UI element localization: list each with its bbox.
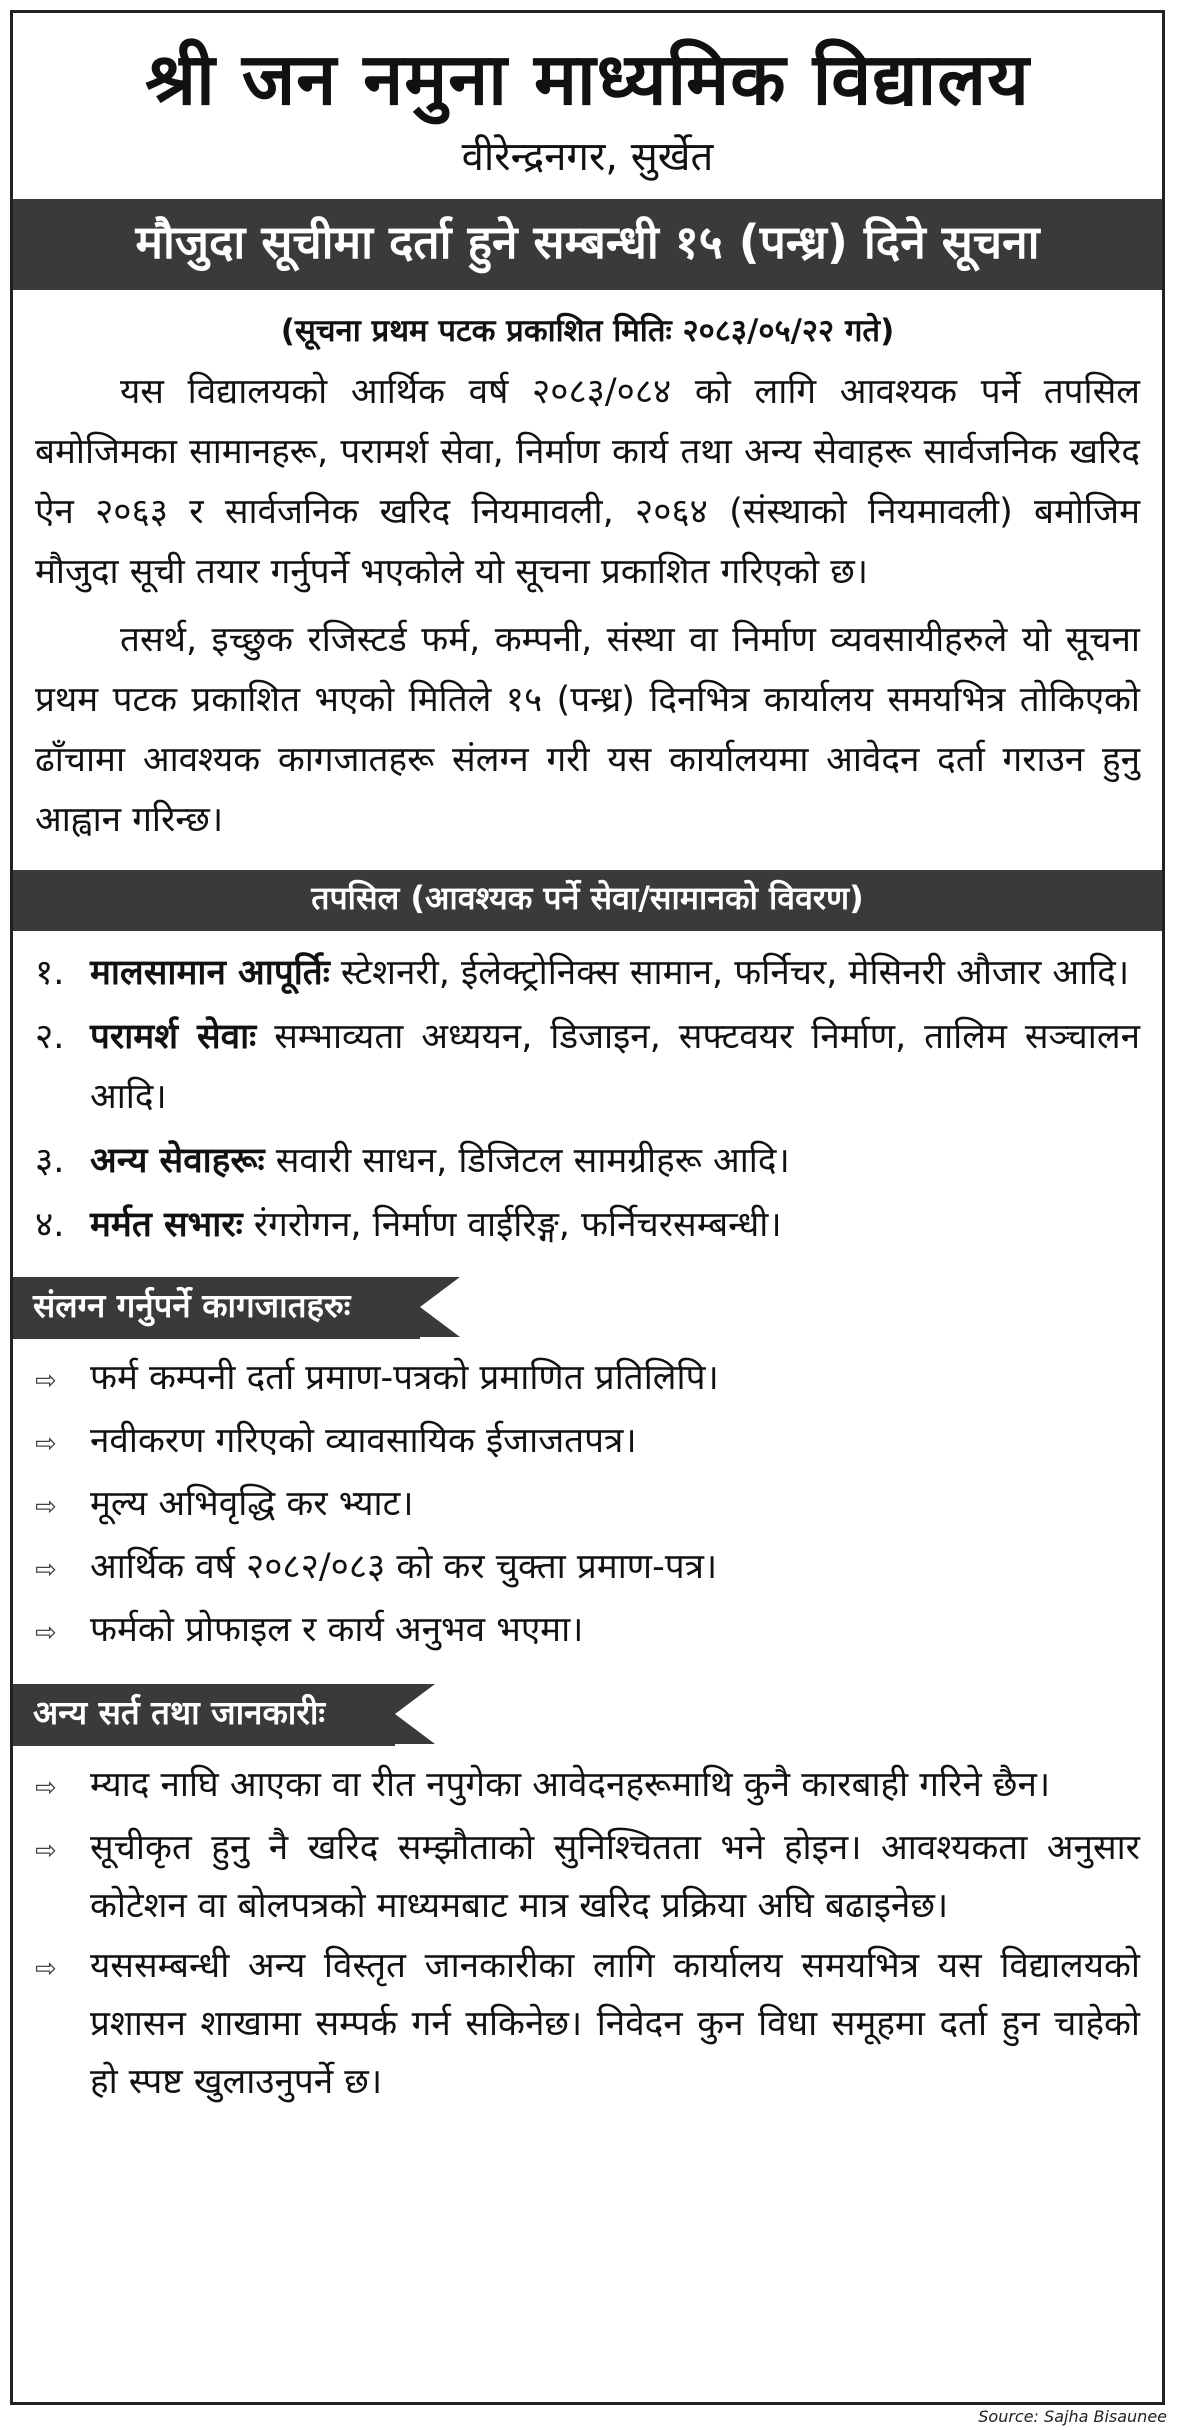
publish-date: (सूचना प्रथम पटक प्रकाशित मितिः २०८३/०५/२२ गते) <box>280 313 895 350</box>
document-item <box>35 1475 1140 1536</box>
document-text: फर्म कम्पनी दर्ता प्रमाण-पत्रको प्रमाणित प्रतिलिपि। <box>90 1357 719 1398</box>
condition-text: म्याद नाघि आएका वा रीत नपुगेका आवेदनहरूमाथि कुनै कारबाही गरिने छैन। <box>90 1764 1051 1805</box>
document-text: फर्मको प्रोफाइल र कार्य अनुभव भएमा। <box>90 1609 584 1650</box>
condition-item <box>35 1937 1140 2111</box>
item-text <box>90 1007 1140 1127</box>
item-label: मर्मत सभारः <box>90 1204 243 1245</box>
item-text <box>90 943 1140 1003</box>
condition-item <box>35 1756 1140 1817</box>
item-number: २. <box>35 1016 65 1057</box>
other-list <box>35 1756 1140 2111</box>
item-text <box>90 1131 1140 1191</box>
arrow-right-icon: ⇨ <box>35 1772 57 1803</box>
arrow-right-icon: ⇨ <box>35 1953 57 1984</box>
school-location: वीरेन्द्रनगर, सुर्खेत <box>461 133 714 180</box>
item-label: अन्य सेवाहरूः <box>90 1140 265 1181</box>
item-number: १. <box>35 952 65 993</box>
document-text: मूल्य अभिवृद्धि कर भ्याट। <box>90 1483 414 1524</box>
tapasil-heading: तपसिल (आवश्यक पर्ने सेवा/सामानको विवरण) <box>13 870 1162 931</box>
other-heading: अन्य सर्त तथा जानकारीः <box>13 1684 395 1746</box>
paragraph-intro: यस विद्यालयको आर्थिक वर्ष २०८३/०८४ को लागि आवश्यक पर्ने तपसिल बमोजिमका सामानहरू, परामर्श सेवा, निर्माण कार्य तथा अन्य सेवाहरू सार्वजनिक खरिद ऐन २०६३ र सार्वजनिक खरिद नियमावली, २०६४ (संस्थाको नियमावली) बमोजिम मौजुदा सूची तयार गर्नुपर्ने भएकोले यो सूचना प्रकाशित गरिएको छ। <box>35 371 1140 592</box>
document-item <box>35 1538 1140 1599</box>
paragraph-invitation: तसर्थ, इच्छुक रजिस्टर्ड फर्म, कम्पनी, संस्था वा निर्माण व्यवसायीहरुले यो सूचना प्रथम पटक प्रकाशित भएको मितिले १५ (पन्ध्र) दिनभित्र कार्यालय समयभित्र तोकिएको ढाँचामा आवश्यक कागजातहरू संलग्न गरी यस कार्यालयमा आवेदन दर्ता गराउन हुनु आह्वान गरिन्छ। <box>35 619 1140 840</box>
documents-heading: संलग्न गर्नुपर्ने कागजातहरुः <box>13 1277 420 1339</box>
tapasil-list <box>35 943 1140 1255</box>
item-detail: सवारी साधन, डिजिटल सामग्रीहरू आदि। <box>264 1140 790 1181</box>
tapasil-item <box>35 943 1140 1003</box>
item-detail: रंगरोगन, निर्माण वाईरिङ्ग, फर्निचरसम्बन्धी। <box>242 1204 782 1245</box>
item-label: परामर्श सेवाः <box>90 1016 257 1057</box>
arrow-right-icon: ⇨ <box>35 1491 57 1522</box>
documents-list <box>35 1349 1140 1662</box>
arrow-right-icon: ⇨ <box>35 1365 57 1396</box>
condition-text: सूचीकृत हुनु नै खरिद सम्झौताको सुनिश्चितता भने होइन। आवश्यकता अनुसार कोटेशन वा बोलपत्रको माध्यमबाट मात्र खरिद प्रक्रिया अघि बढाइनेछ। <box>90 1827 1140 1926</box>
notice-document <box>10 10 1165 2405</box>
item-number: ४. <box>35 1204 65 1245</box>
document-item <box>35 1601 1140 1662</box>
tapasil-item <box>35 1195 1140 1255</box>
document-text: आर्थिक वर्ष २०८२/०८३ को कर चुक्ता प्रमाण-पत्र। <box>90 1546 718 1587</box>
condition-text: यससम्बन्धी अन्य विस्तृत जानकारीका लागि कार्यालय समयभित्र यस विद्यालयको प्रशासन शाखामा सम्पर्क गर्न सकिनेछ। निवेदन कुन विधा समूहमा दर्ता हुन चाहेको हो स्पष्ट खुलाउनुपर्ने छ। <box>90 1945 1140 2102</box>
item-detail: स्टेशनरी, ईलेक्ट्रोनिक्स सामान, फर्निचर, मेसिनरी औजार आदि। <box>329 952 1130 993</box>
document-item <box>35 1349 1140 1410</box>
source-credit: Source: Sajha Bisaunee <box>978 2407 1167 2426</box>
tapasil-item <box>35 1131 1140 1191</box>
school-name: श्री जन नमुना माध्यमिक विद्यालय <box>145 37 1030 121</box>
arrow-right-icon: ⇨ <box>35 1617 57 1648</box>
item-detail: सम्भाव्यता अध्ययन, डिजाइन, सफ्टवयर निर्माण, तालिम सञ्चालन आदि। <box>90 1016 1141 1117</box>
tapasil-item <box>35 1007 1140 1127</box>
arrow-right-icon: ⇨ <box>35 1428 57 1459</box>
notice-title: मौजुदा सूचीमा दर्ता हुने सम्बन्धी १५ (पन्ध्र) दिने सूचना <box>13 199 1162 291</box>
condition-item <box>35 1819 1140 1935</box>
arrow-right-icon: ⇨ <box>35 1835 57 1866</box>
document-item <box>35 1412 1140 1473</box>
item-text <box>90 1195 1140 1255</box>
document-text: नवीकरण गरिएको व्यावसायिक ईजाजतपत्र। <box>90 1420 637 1461</box>
item-number: ३. <box>35 1140 65 1181</box>
arrow-right-icon: ⇨ <box>35 1554 57 1585</box>
item-label: मालसामान आपूर्तिः <box>90 952 330 993</box>
